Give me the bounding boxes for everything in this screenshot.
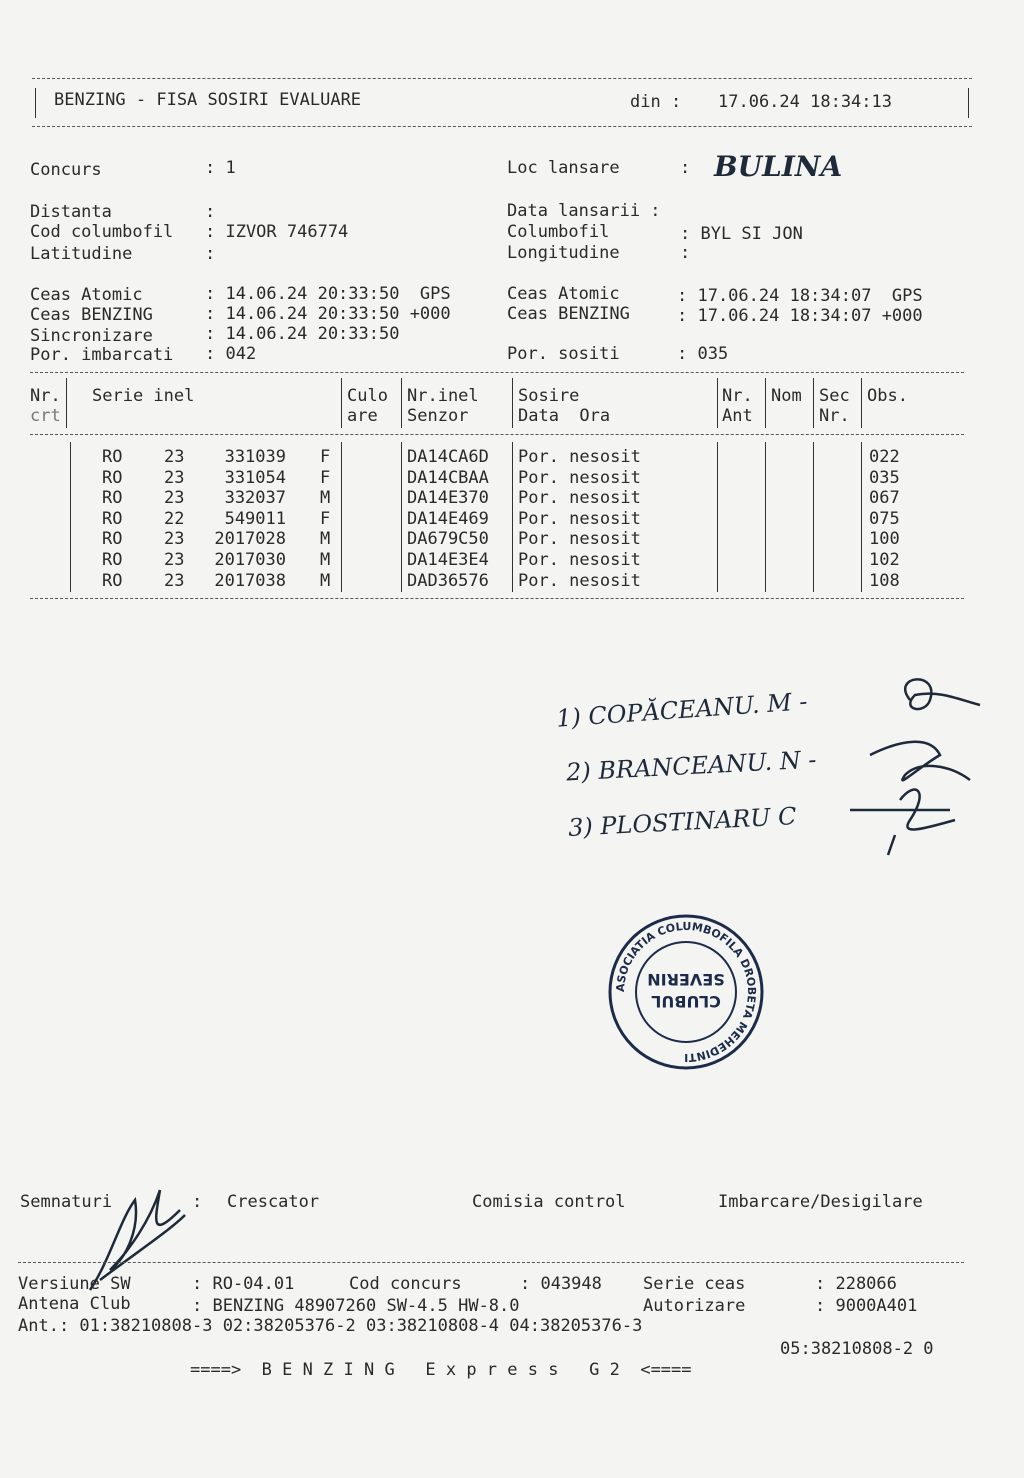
sincronizare-label: Sincronizare xyxy=(30,326,153,346)
header-sec: Sec xyxy=(819,386,850,406)
longitudine-value: : xyxy=(680,243,691,263)
cell-tara: RO xyxy=(102,550,123,570)
cell-senzor: DA679C50 xyxy=(407,529,489,550)
cod-columbofil-label: Cod columbofil xyxy=(30,222,174,242)
stamp-center-line1: CLUBUL xyxy=(651,992,721,1011)
loc-lansare-handwritten: BULINA xyxy=(714,150,843,183)
imbarcati-value: : 042 xyxy=(205,344,257,364)
semnaturi-colon: : xyxy=(192,1192,203,1212)
header-nr: Nr. xyxy=(30,386,61,406)
col-sep xyxy=(401,378,402,428)
cell-tara: RO xyxy=(102,529,123,550)
cell-obs: 100 xyxy=(869,529,900,550)
cell-tara: RO xyxy=(102,488,123,509)
concurs-label: Concurs xyxy=(30,160,102,180)
cell-sex: F xyxy=(320,508,331,529)
cell-obs: 075 xyxy=(869,508,900,529)
col-sep xyxy=(66,378,67,428)
header-left-border xyxy=(35,88,36,118)
header-nom: Nom xyxy=(771,386,802,406)
semnaturi-label: Semnaturi xyxy=(20,1192,113,1212)
cell-an: 23 xyxy=(164,570,185,591)
cell-inel: 549011 xyxy=(224,508,286,529)
header-bottom-rule xyxy=(32,126,972,127)
cell-sex: M xyxy=(320,488,331,509)
col-sep xyxy=(813,378,814,428)
benzing-banner: ====> B E N Z I N G E x p r e s s G 2 <==== xyxy=(190,1360,692,1380)
antena-club-value: : BENZING 48907260 SW-4.5 HW-8.0 xyxy=(192,1296,520,1316)
cell-obs: 108 xyxy=(869,570,900,591)
cell-an: 23 xyxy=(164,447,185,467)
cell-senzor: DA14E469 xyxy=(407,508,489,529)
return-ceas-atomic-label: Ceas Atomic xyxy=(507,284,620,304)
cell-obs: 102 xyxy=(869,550,900,570)
cell-obs: 022 xyxy=(869,447,900,467)
header-sec-nr: Nr. xyxy=(819,406,850,426)
stamp-center-line2: SEVERIN xyxy=(647,970,725,989)
cell-an: 23 xyxy=(164,467,185,488)
distanta-value: : xyxy=(205,202,216,222)
cell-an: 22 xyxy=(164,508,185,529)
cell-obs: 035 xyxy=(869,467,900,488)
sincronizare-value: : 14.06.24 20:33:50 xyxy=(205,324,400,344)
commission-member-3: 3) PLOSTINARU C xyxy=(567,802,798,842)
table-top-rule xyxy=(30,372,964,373)
data-lansarii-label: Data lansarii : xyxy=(507,201,661,221)
header-nr-ant: Nr. xyxy=(722,386,753,406)
col-sep xyxy=(813,442,814,592)
imbarcati-label: Por. imbarcati xyxy=(30,345,174,365)
cell-an: 23 xyxy=(164,550,185,570)
cell-sosire: Por. nesosit xyxy=(518,550,641,570)
header-right-border xyxy=(968,88,969,118)
col-sep xyxy=(401,442,402,592)
header-are: are xyxy=(347,406,378,426)
ceas-atomic-label: Ceas Atomic xyxy=(30,285,143,305)
table-bottom-rule xyxy=(30,598,964,599)
cell-tara: RO xyxy=(102,570,123,591)
commission-member-2: 2) BRANCEANU. N - xyxy=(565,745,818,787)
cell-tara: RO xyxy=(102,467,123,488)
longitudine-label: Longitudine xyxy=(507,243,620,263)
col-sep xyxy=(341,378,342,428)
col-sep xyxy=(70,442,71,592)
col-sep xyxy=(861,378,862,428)
ceas-atomic-value: : 14.06.24 20:33:50 GPS xyxy=(205,284,451,304)
document-title: BENZING - FISA SOSIRI EVALUARE xyxy=(54,90,362,110)
header-crt: crt xyxy=(30,406,61,426)
columbofil-value: : BYL SI JON xyxy=(680,224,803,244)
cell-sex: F xyxy=(320,447,331,467)
imbarcare-desigilare-label: Imbarcare/Desigilare xyxy=(718,1192,923,1212)
col-sep xyxy=(861,442,862,592)
date-value: 17.06.24 18:34:13 xyxy=(718,92,892,112)
autorizare-value: : 9000A401 xyxy=(815,1296,918,1316)
columbofil-label: Columbofil xyxy=(507,222,610,242)
cell-inel: 2017028 xyxy=(214,529,286,550)
cell-tara: RO xyxy=(102,447,123,467)
header-senzor: Senzor xyxy=(407,406,469,426)
footer-rule xyxy=(18,1262,964,1263)
antena-club-label: Antena Club xyxy=(18,1294,131,1314)
cell-tara: RO xyxy=(102,508,123,529)
cod-concurs-value: : 043948 xyxy=(520,1274,602,1294)
cod-columbofil-value: : IZVOR 746774 xyxy=(205,222,349,242)
col-sep xyxy=(717,378,718,428)
cell-sex: M xyxy=(320,550,331,570)
ceas-benzing-label: Ceas BENZING xyxy=(30,305,153,325)
col-sep xyxy=(512,442,513,592)
cod-concurs-label: Cod concurs xyxy=(349,1274,462,1294)
return-ceas-benzing-label: Ceas BENZING xyxy=(507,304,630,324)
cell-sosire: Por. nesosit xyxy=(518,488,641,509)
cell-obs: 067 xyxy=(869,488,900,509)
header-ant: Ant xyxy=(722,406,753,426)
serie-ceas-value: : 228066 xyxy=(815,1274,897,1294)
header-culo: Culo xyxy=(347,386,388,406)
cell-inel: 332037 xyxy=(224,488,286,509)
header-serie-inel: Serie inel xyxy=(92,386,195,406)
cell-an: 23 xyxy=(164,529,185,550)
header-top-rule xyxy=(32,78,972,79)
col-sep xyxy=(512,378,513,428)
club-stamp xyxy=(606,912,766,1072)
cell-inel: 331054 xyxy=(224,467,286,488)
cell-inel: 2017030 xyxy=(214,550,286,570)
header-data-ora: Data Ora xyxy=(518,406,611,426)
cell-senzor: DA14E3E4 xyxy=(407,550,489,570)
distanta-label: Distanta xyxy=(30,202,112,222)
stamp-ring-text: ASOCIATIA COLUMBOFILA DROBETA MEHEDINTI xyxy=(613,919,759,1065)
latitudine-label: Latitudine xyxy=(30,244,133,264)
sositi-label: Por. sositi xyxy=(507,344,620,364)
cell-sex: M xyxy=(320,570,331,591)
versiune-sw-value: : RO-04.01 xyxy=(192,1274,295,1294)
header-obs: Obs. xyxy=(867,386,908,406)
ceas-benzing-value: : 14.06.24 20:33:50 +000 xyxy=(205,304,451,324)
cell-sosire: Por. nesosit xyxy=(518,467,641,488)
serie-ceas-label: Serie ceas xyxy=(643,1274,746,1294)
cell-sosire: Por. nesosit xyxy=(518,529,641,550)
return-ceas-benzing-value: : 17.06.24 18:34:07 +000 xyxy=(677,306,923,326)
concurs-value: : 1 xyxy=(205,158,236,178)
cell-an: 23 xyxy=(164,488,185,509)
cell-sosire: Por. nesosit xyxy=(518,508,641,529)
return-ceas-atomic-value: : 17.06.24 18:34:07 GPS xyxy=(677,286,923,306)
autorizare-label: Autorizare xyxy=(643,1296,746,1316)
header-sosire: Sosire xyxy=(518,386,580,406)
cell-senzor: DAD36576 xyxy=(407,570,489,591)
date-label: din : xyxy=(630,92,682,112)
cell-inel: 2017038 xyxy=(214,570,286,591)
loc-lansare-label: Loc lansare xyxy=(507,158,620,178)
loc-lansare-colon: : xyxy=(680,158,701,178)
col-sep xyxy=(765,378,766,428)
table-header-rule xyxy=(30,434,964,435)
antenna-list-continued: 05:38210808-2 0 xyxy=(780,1339,934,1359)
cell-sosire: Por. nesosit xyxy=(518,447,641,467)
cell-senzor: DA14CA6D xyxy=(407,447,489,467)
commission-signatures xyxy=(840,660,990,860)
cell-senzor: DA14CBAA xyxy=(407,467,489,488)
cell-sex: F xyxy=(320,467,331,488)
comisia-control-label: Comisia control xyxy=(472,1192,626,1212)
latitudine-value: : xyxy=(205,244,216,264)
header-nr-inel: Nr.inel xyxy=(407,386,479,406)
cell-senzor: DA14E370 xyxy=(407,488,489,509)
col-sep xyxy=(765,442,766,592)
antenna-list: Ant.: 01:38210808-3 02:38205376-2 03:38210808-4 04:38205376-3 xyxy=(18,1316,643,1336)
col-sep xyxy=(341,442,342,592)
crescator-label: Crescator xyxy=(227,1192,320,1212)
sositi-value: : 035 xyxy=(677,344,729,364)
cell-sosire: Por. nesosit xyxy=(518,570,641,591)
col-sep xyxy=(717,442,718,592)
cell-sex: M xyxy=(320,529,331,550)
commission-member-1: 1) COPĂCEANU. M - xyxy=(555,687,809,733)
versiune-sw-label: Versiune SW xyxy=(18,1274,131,1294)
cell-inel: 331039 xyxy=(224,447,286,467)
